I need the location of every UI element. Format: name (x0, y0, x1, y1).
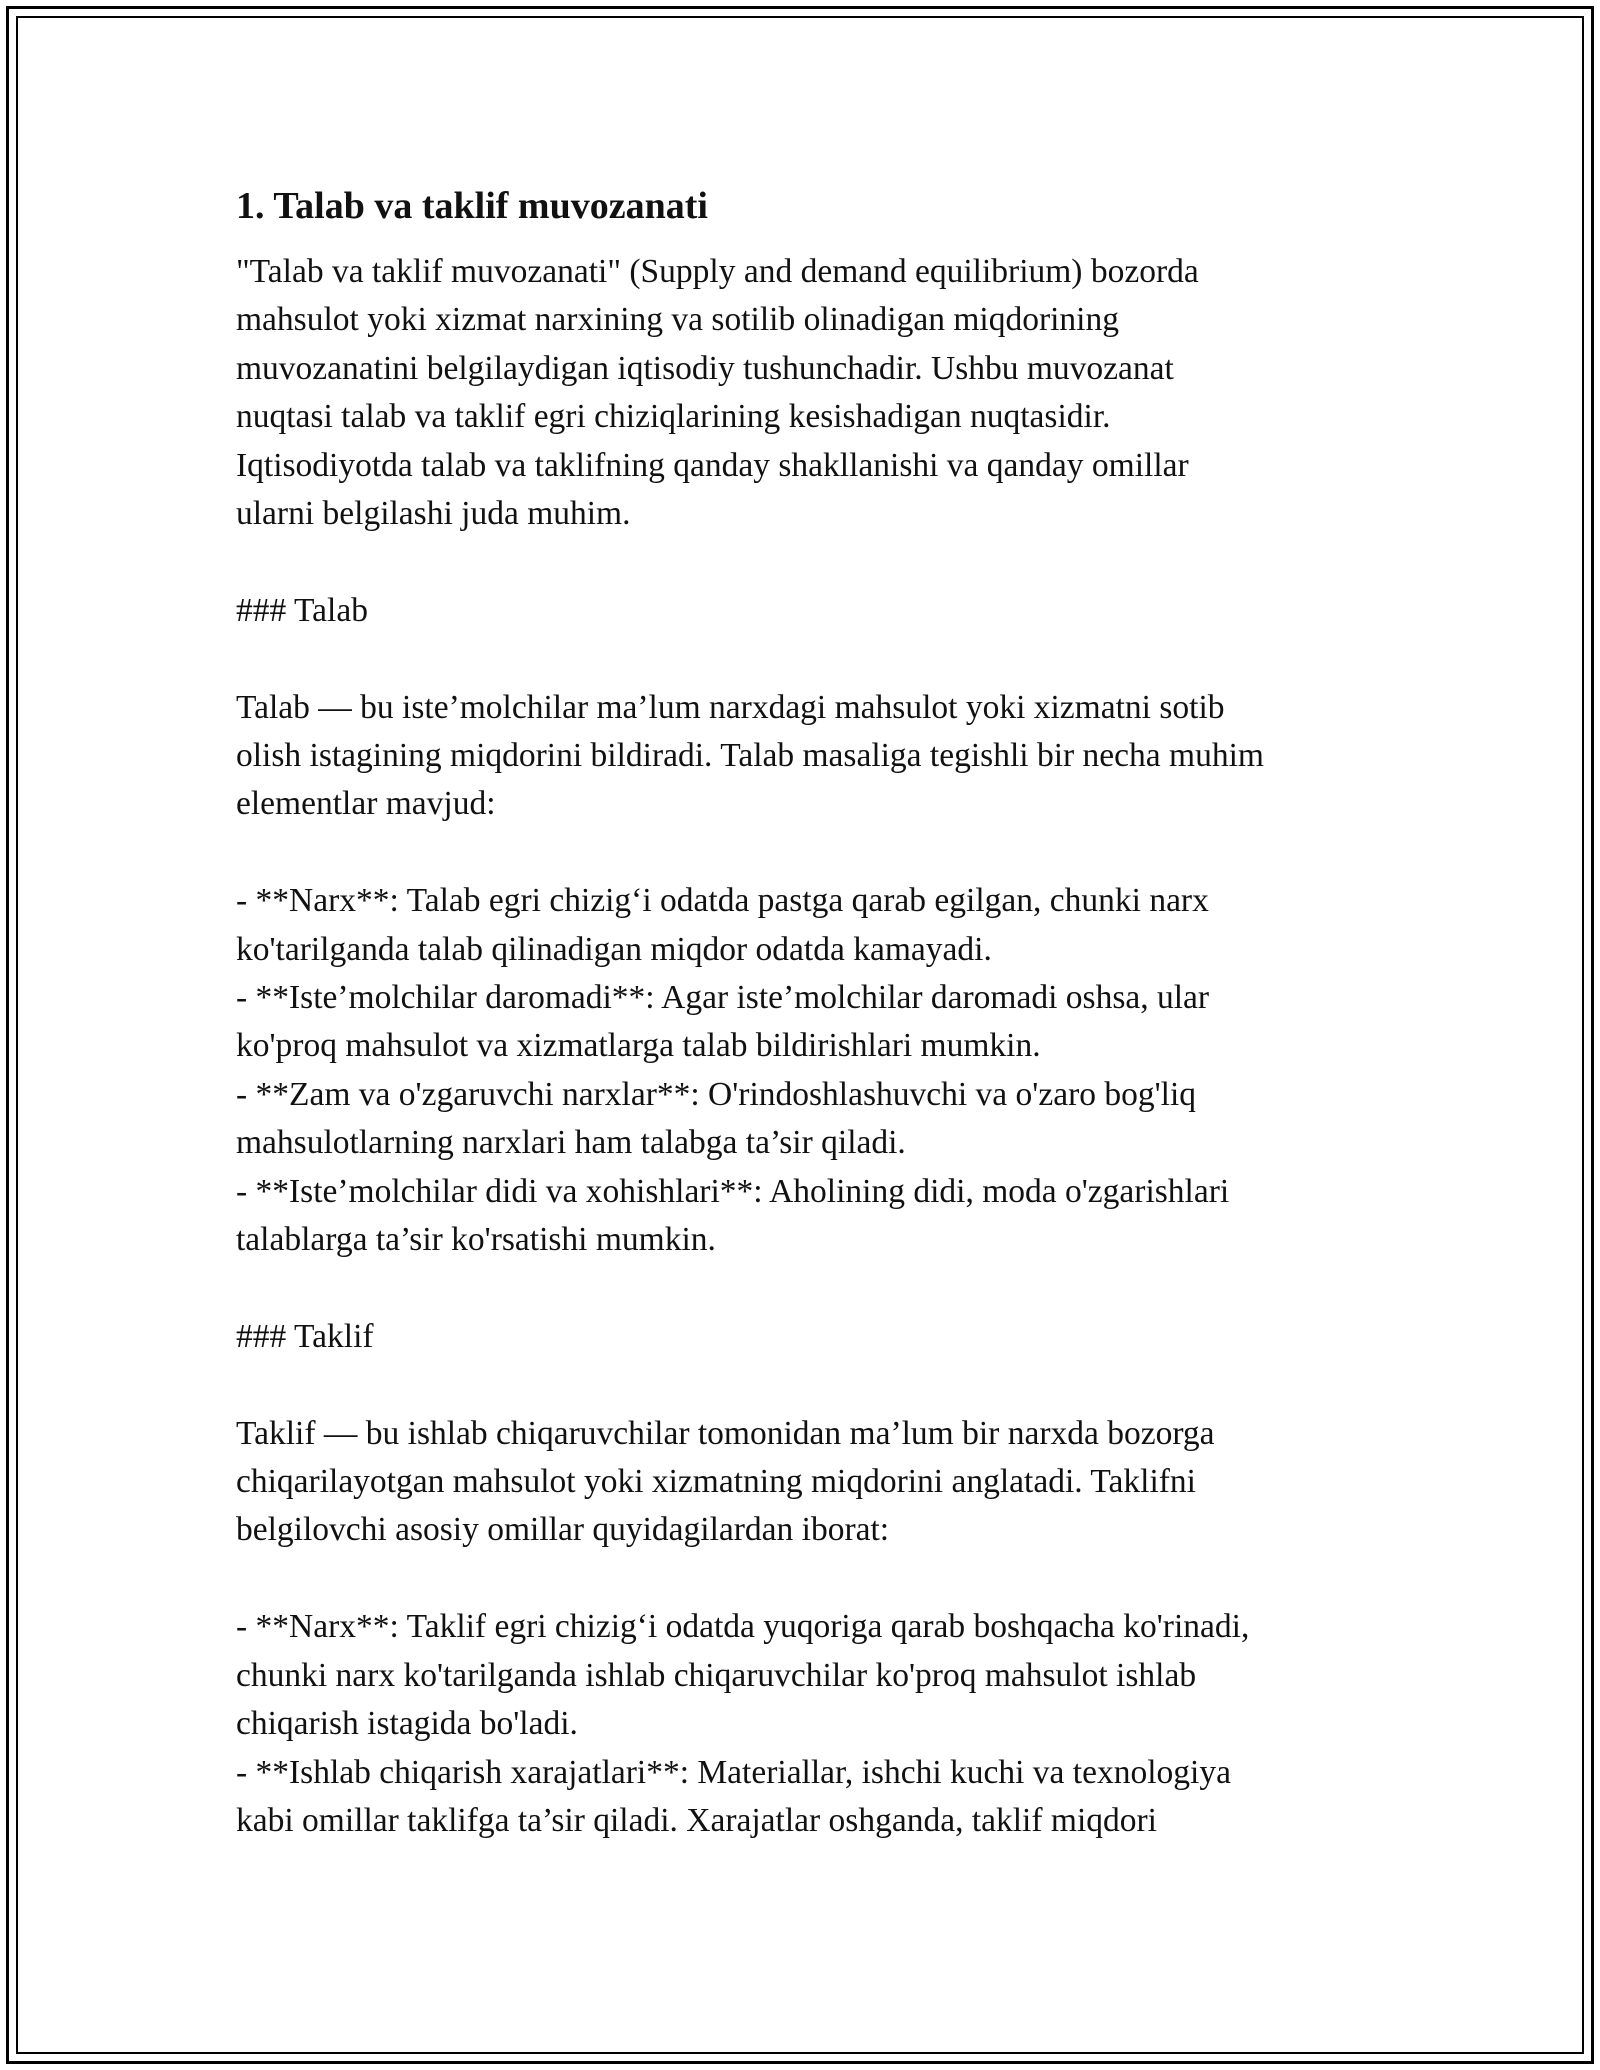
list-item: - **Narx**: Taklif egri chizig‘i odatda yuqoriga qarab boshqacha ko'rinadi, chunki narx ko'tarilganda ishlab chiqaruvchilar ko'proq mahsulot ishlab chiqarish istagida bo'ladi. (236, 1608, 1250, 1743)
paragraph-spacer (236, 635, 1386, 683)
list-item: - **Zam va o'zgaruvchi narxlar**: O'rindoshlashuvchi va o'zaro bog'liq mahsulotlarning narxlari ham talabga ta’sir qiladi. (236, 1075, 1197, 1162)
section-heading-talab: ### Talab (236, 591, 368, 629)
talab-list (236, 877, 1386, 1264)
intro-paragraph: "Talab va taklif muvozanati" (Supply and demand equilibrium) bozorda mahsulot yoki xizmat narxining va sotilib olinadigan miqdorining muvozanatini belgilaydigan iqtisodiy tushunchadir. Ushbu muvozanat nuqtasi talab va taklif egri chiziqlarining kesishadigan nuqtasidir. Iqtisodiyotda talab va taklifning qanday shakllanishi va qanday omillar ularni belgilashi juda muhim. (236, 253, 1199, 533)
document-title: 1. Talab va taklif muvozanati (236, 185, 708, 227)
paragraph-spacer (236, 829, 1386, 877)
taklif-paragraph: Taklif — bu ishlab chiqaruvchilar tomonidan ma’lum bir narxda bozorga chiqarilayotgan mahsulot yoki xizmatning miqdorini anglatadi. Taklifni belgilovchi asosiy omillar quyidagilardan iborat: (236, 1414, 1215, 1549)
list-item: - **Narx**: Talab egri chizig‘i odatda pastga qarab egilgan, chunki narx ko'tarilganda talab qilinadigan miqdor odatda kamayadi. (236, 882, 1209, 968)
list-item: - **Iste’molchilar daromadi**: Agar iste’molchilar daromadi oshsa, ular ko'proq mahsulot va xizmatlarga talab bildirishlari mumkin. (236, 979, 1210, 1065)
taklif-list (236, 1603, 1386, 1845)
document-page (236, 178, 1386, 1845)
list-item: - **Iste’molchilar didi va xohishlari**: Aholining didi, moda o'zgarishlari talablarga ta’sir ko'rsatishi mumkin. (236, 1172, 1230, 1259)
paragraph-spacer (236, 1555, 1386, 1603)
paragraph-spacer (236, 1264, 1386, 1312)
paragraph-spacer (236, 1361, 1386, 1409)
paragraph-spacer (236, 538, 1386, 586)
talab-paragraph: Talab — bu iste’molchilar ma’lum narxdagi mahsulot yoki xizmatni sotib olish istagining miqdorini bildiradi. Talab masaliga tegishli bir necha muhim elementlar mavjud: (236, 688, 1264, 823)
list-item: - **Ishlab chiqarish xarajatlari**: Materiallar, ishchi kuchi va texnologiya kabi omillar taklifga ta’sir qiladi. Xarajatlar oshganda, taklif miqdori (236, 1753, 1231, 1839)
section-heading-taklif: ### Taklif (236, 1317, 374, 1355)
